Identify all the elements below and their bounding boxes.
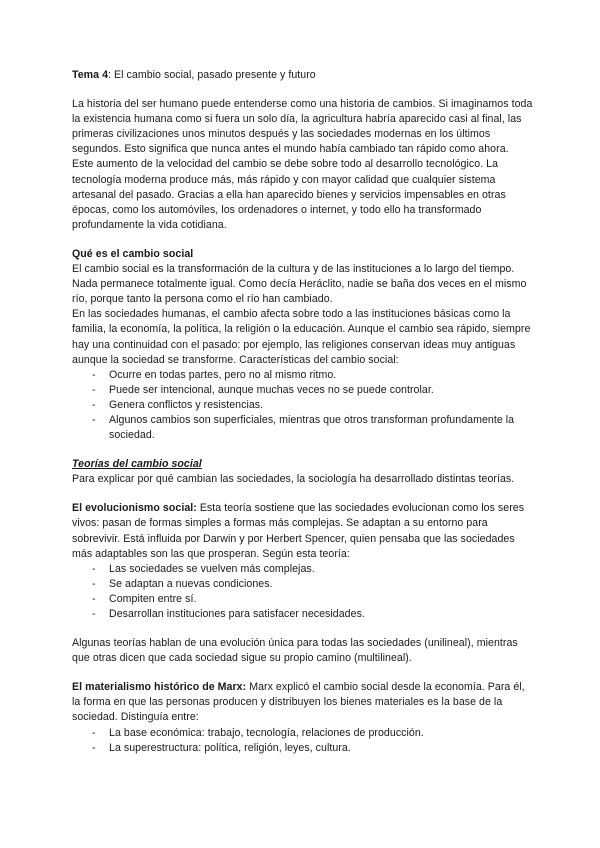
que-es-paragraph-1: El cambio social es la transformación de la cultura y de las instituciones a lo largo del tiempo. Nada permanece totalmente igual. Como decía Heráclito, nadie se baña dos veces en el mismo río, porque tanto la persona como el río han cambiado.: [72, 263, 527, 306]
list-item: - Puede ser intencional, aunque muchas veces no se puede controlar.: [72, 383, 534, 398]
characteristics-list: [72, 368, 534, 443]
marx-list: [72, 726, 534, 756]
list-item: - La superestructura: política, religión, leyes, cultura.: [72, 741, 534, 756]
list-item: - Algunos cambios son superficiales, mientras que otros transforman profundamente la sociedad.: [72, 413, 534, 443]
topic-title-text: : El cambio social, pasado presente y futuro: [108, 69, 316, 81]
list-item: - Se adaptan a nuevas condiciones.: [72, 577, 534, 592]
list-item: - Genera conflictos y resistencias.: [72, 398, 534, 413]
evolucionismo-list: [72, 562, 534, 622]
list-item: - Desarrollan instituciones para satisfacer necesidades.: [72, 607, 534, 622]
evolucionismo-title: El evolucionismo social:: [72, 502, 197, 515]
marx-title: El materialismo histórico de Marx:: [72, 681, 247, 694]
list-item: - Compiten entre sí.: [72, 592, 534, 607]
intro-paragraph-2: Este aumento de la velocidad del cambio se debe sobre todo al desarrollo tecnológico. La tecnología moderna produce más, más rápido y con mayor calidad que cualquier sistema artesanal del pasado. Gracias a ella han aparecido bienes y servicios impensables en otras épocas, como los automóviles, los ordenadores o internet, y todo ello ha transformado profundamente la vida cotidiana.: [72, 158, 506, 231]
list-item: - Las sociedades se vuelven más complejas.: [72, 562, 534, 577]
marx-paragraph: [72, 680, 534, 725]
document-heading: [72, 68, 534, 83]
teorias-paragraph: Para explicar por qué cambian las sociedades, la sociología ha desarrollado distintas teorías.: [72, 473, 515, 486]
document-page: [72, 68, 534, 756]
list-item: - La base económica: trabajo, tecnología, relaciones de producción.: [72, 726, 534, 741]
evolucionismo-paragraph-2: Algunas teorías hablan de una evolución única para todas las sociedades (unilineal), mientras que otras dicen que cada sociedad sigue su propio camino (multilineal).: [72, 637, 518, 665]
intro-paragraph-1: La historia del ser humano puede entenderse como una historia de cambios. Si imaginamos toda la existencia humana como si fuera un solo día, la agricultura habría aparecido casi al final, las primeras civilizaciones unos minutos después y las sociedades modernas en los últimos segundos. Esto significa que nunca antes el mundo había cambiado tan rápido como ahora.: [72, 98, 533, 156]
evolucionismo-paragraph: [72, 501, 534, 561]
list-item: - Ocurre en todas partes, pero no al mismo ritmo.: [72, 368, 534, 383]
section-title-teorias: Teorías del cambio social: [72, 458, 202, 471]
marx-text: Marx explicó el cambio social desde la economía. Para él, la forma en que las personas producen y distribuyen los bienes materiales es la base de la sociedad. Distinguía entre:: [72, 681, 525, 724]
topic-label: Tema 4: [72, 69, 109, 81]
evolucionismo-text: Esta teoría sostiene que las sociedades evolucionan como los seres vivos: pasan de formas simples a formas más complejas. Se adaptan a su entorno para sobrevivir. Está influida por Darwin y por Herbert Spencer, quien pensaba que las sociedades más adaptables son las que prosperan. Según esta teoría:: [72, 502, 525, 560]
section-title-que-es: Qué es el cambio social: [72, 247, 194, 260]
que-es-paragraph-2: En las sociedades humanas, el cambio afecta sobre todo a las instituciones básicas como la familia, la economía, la política, la religión o la educación. Aunque el cambio sea rápido, siempre hay una continuidad con el pasado: por ejemplo, las religiones conservan ideas muy antiguas aunque la sociedad se transforme. Características del cambio social:: [72, 308, 531, 366]
